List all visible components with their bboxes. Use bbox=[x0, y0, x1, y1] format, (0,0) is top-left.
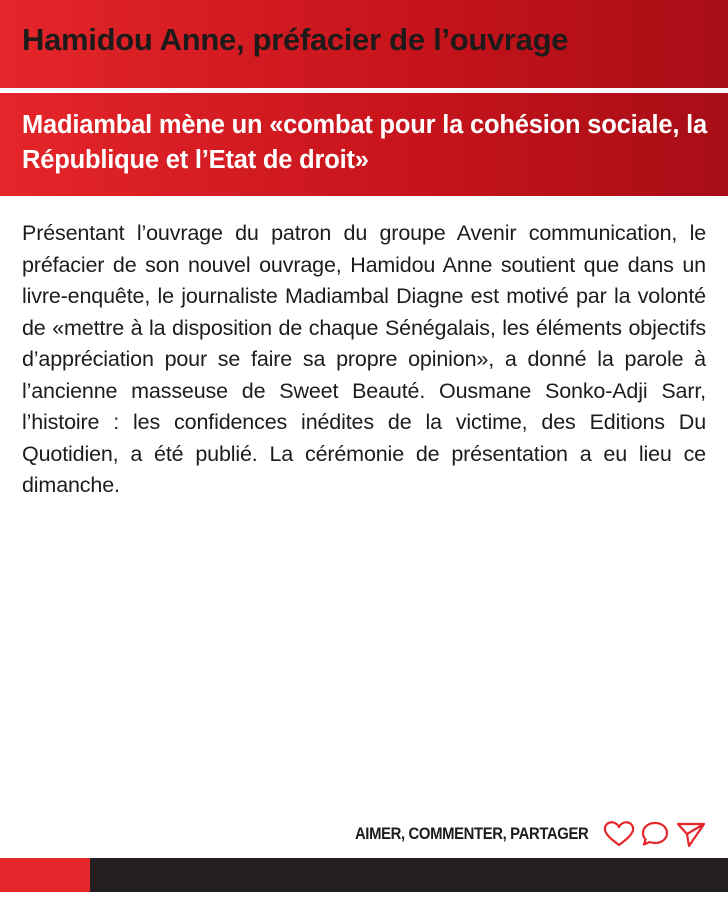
social-actions bbox=[329, 818, 708, 850]
article-subtitle: Madiambal mène un «combat pour la cohésion sociale, la République et l’Etat de droit» bbox=[22, 111, 707, 174]
footer-accent-bar bbox=[0, 858, 90, 892]
share-icon[interactable] bbox=[674, 819, 708, 849]
social-actions-label: AIMER, COMMENTER, PARTAGER bbox=[354, 824, 588, 843]
comment-icon[interactable] bbox=[638, 819, 672, 849]
heart-icon[interactable] bbox=[602, 819, 636, 849]
header-band bbox=[0, 0, 728, 88]
subtitle-band bbox=[0, 93, 728, 196]
footer-bar bbox=[90, 858, 728, 892]
page-title: Hamidou Anne, préfacier de l’ouvrage bbox=[22, 22, 569, 57]
article-body: Présentant l’ouvrage du patron du groupe Avenir communication, le préfacier de son nouvel ouvrage, Hamidou Anne soutient que dans un livre-enquête, le journaliste Madiambal Diagne est motivé par la volonté de «mettre à la disposition de chaque Sénégalais, les éléments objectifs d’appréciation pour se faire sa propre opinion», a donné la parole à l’ancienne masseuse de Sweet Beauté. Ousmane Sonko-Adji Sarr, l’histoire : les confidences inédites de la victime, des Editions Du Quotidien, a été publié. La cérémonie de présentation a eu lieu ce dimanche. bbox=[22, 221, 706, 497]
